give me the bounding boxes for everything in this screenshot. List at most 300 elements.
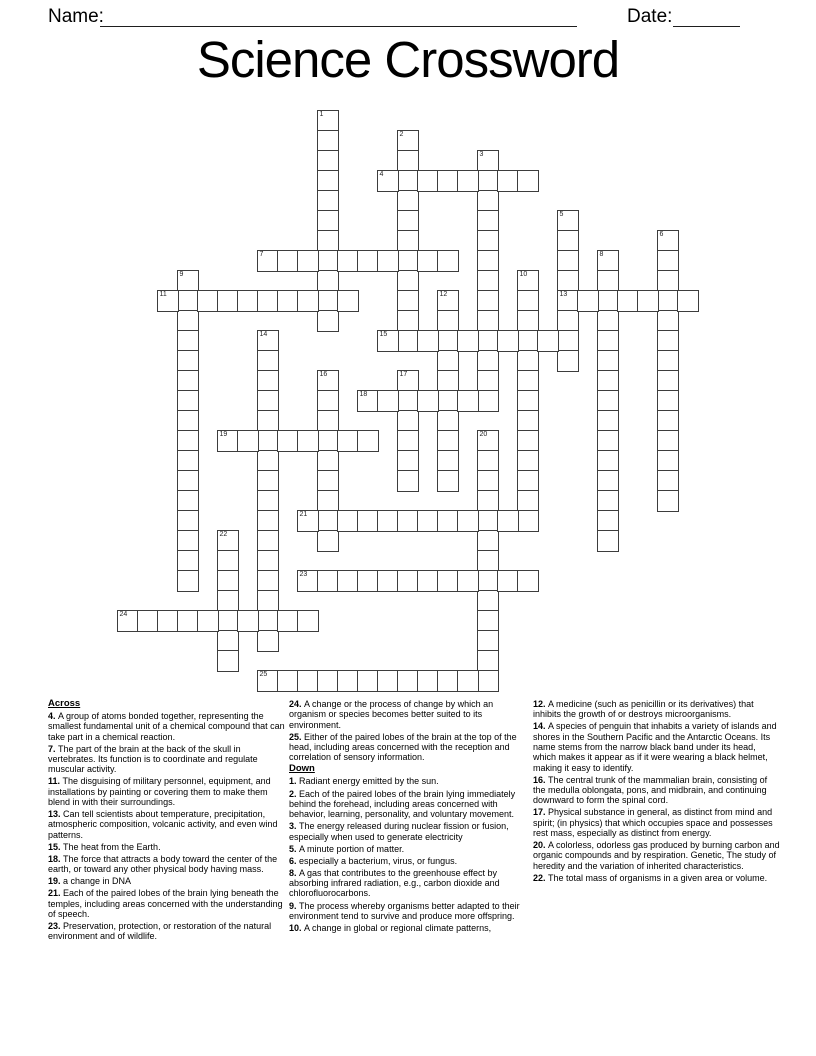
clue-22 <box>533 873 780 883</box>
grid-cell[interactable] <box>657 450 679 472</box>
grid-cell[interactable] <box>517 410 539 432</box>
clue-text: Can tell scientists about temperature, precipitation, atmospheric composition, volcanic activity, and even wind patterns. <box>48 809 278 840</box>
cell-number: 19 <box>219 431 228 438</box>
grid-cell[interactable] <box>437 410 459 432</box>
grid-cell[interactable] <box>517 290 539 312</box>
grid-cell[interactable] <box>477 250 499 272</box>
grid-cell[interactable] <box>397 470 419 492</box>
grid-cell[interactable] <box>597 290 619 312</box>
grid-cell[interactable] <box>437 390 459 412</box>
grid-cell[interactable] <box>497 510 519 532</box>
clue-text: Preservation, protection, or restoration of the natural environment and of wildlife. <box>48 921 272 942</box>
grid-cell[interactable] <box>337 250 359 272</box>
grid-cell[interactable] <box>397 450 419 472</box>
grid-cell[interactable] <box>297 430 319 452</box>
grid-cell[interactable] <box>457 510 479 532</box>
clue-text: The central trunk of the mammalian brain, consisting of the medulla oblongata, pons, and midbrain, and continuing downward to form the spinal cord. <box>533 774 768 806</box>
grid-cell[interactable] <box>357 390 379 412</box>
cell-number: 25 <box>259 671 268 678</box>
grid-cell[interactable] <box>417 510 439 532</box>
grid-cell[interactable] <box>437 430 459 452</box>
clue-17 <box>533 807 780 838</box>
grid-cell[interactable] <box>437 510 459 532</box>
grid-cell[interactable] <box>257 350 279 372</box>
grid-cell[interactable] <box>217 630 239 652</box>
grid-cell[interactable] <box>477 170 499 192</box>
grid-cell[interactable] <box>657 310 679 332</box>
grid-cell[interactable] <box>477 230 499 252</box>
grid-cell[interactable] <box>217 290 239 312</box>
grid-cell[interactable] <box>177 430 199 452</box>
grid-cell[interactable] <box>177 410 199 432</box>
grid-cell[interactable] <box>477 390 499 412</box>
grid-cell[interactable] <box>357 570 379 592</box>
grid-cell[interactable] <box>397 150 419 172</box>
clue-12 <box>533 699 780 720</box>
grid-cell[interactable] <box>177 450 199 472</box>
grid-cell[interactable] <box>257 510 279 532</box>
grid-cell[interactable] <box>397 130 419 152</box>
grid-cell[interactable] <box>317 210 339 232</box>
grid-cell[interactable] <box>477 270 499 292</box>
grid-cell[interactable] <box>597 470 619 492</box>
grid-cell[interactable] <box>177 530 199 552</box>
grid-cell[interactable] <box>657 270 679 292</box>
grid-cell[interactable] <box>517 330 539 352</box>
grid-cell[interactable] <box>177 490 199 512</box>
grid-cell[interactable] <box>357 670 379 692</box>
grid-cell[interactable] <box>557 310 579 332</box>
grid-cell[interactable] <box>557 330 579 352</box>
grid-cell[interactable] <box>397 330 419 352</box>
grid-cell[interactable] <box>517 350 539 372</box>
grid-cell[interactable] <box>537 330 559 352</box>
cell-number: 12 <box>439 291 448 298</box>
grid-cell[interactable] <box>657 410 679 432</box>
clue-text: A colorless, odorless gas produced by burning carbon and organic compounds and by respiration. Genetic, The study of heredity and the variation of inherited characteristics. <box>533 840 780 871</box>
cell-number: 9 <box>179 271 184 278</box>
grid-cell[interactable] <box>117 610 139 632</box>
grid-cell[interactable] <box>277 290 299 312</box>
grid-cell[interactable] <box>477 670 499 692</box>
grid-cell[interactable] <box>297 250 319 272</box>
grid-cell[interactable] <box>397 310 419 332</box>
grid-cell[interactable] <box>437 330 459 352</box>
grid-cell[interactable] <box>477 490 499 512</box>
grid-cell[interactable] <box>597 270 619 292</box>
clue-text: a change in DNA <box>63 876 132 887</box>
clue-text: Each of the paired lobes of the brain lying immediately behind the forehead, including areas concerned with behavior, learning, personality, and voluntary movement. <box>289 788 516 820</box>
grid-cell[interactable] <box>477 650 499 672</box>
grid-cell[interactable] <box>177 570 199 592</box>
clue-number: 8. <box>289 867 300 878</box>
grid-cell[interactable] <box>397 570 419 592</box>
grid-cell[interactable] <box>557 230 579 252</box>
clue-4 <box>48 711 286 742</box>
grid-cell[interactable] <box>317 250 339 272</box>
clue-13 <box>48 809 286 840</box>
grid-cell[interactable] <box>297 670 319 692</box>
cell-number: 13 <box>559 291 568 298</box>
grid-cell[interactable] <box>257 370 279 392</box>
clue-number: 10. <box>289 922 305 933</box>
grid-cell[interactable] <box>517 270 539 292</box>
grid-cell[interactable] <box>397 430 419 452</box>
grid-cell[interactable] <box>477 430 499 452</box>
clue-number: 1. <box>289 776 300 787</box>
grid-cell[interactable] <box>317 530 339 552</box>
clue-text: The energy released during nuclear fission or fusion, especially when used to generate electricity <box>289 821 509 842</box>
clue-text: A minute portion of matter. <box>299 843 405 854</box>
grid-cell[interactable] <box>437 450 459 472</box>
grid-cell[interactable] <box>317 130 339 152</box>
grid-cell[interactable] <box>597 430 619 452</box>
grid-cell[interactable] <box>317 310 339 332</box>
grid-cell[interactable] <box>397 670 419 692</box>
grid-cell[interactable] <box>177 470 199 492</box>
clue-1 <box>289 776 531 786</box>
clue-number: 5. <box>289 843 300 854</box>
grid-cell[interactable] <box>397 290 419 312</box>
grid-cell[interactable] <box>437 250 459 272</box>
clue-text: A medicine (such as penicillin or its derivatives) that inhibits the growth of or destroys microorganisms. <box>533 699 754 720</box>
grid-cell[interactable] <box>157 610 179 632</box>
grid-cell[interactable] <box>477 310 499 332</box>
grid-cell[interactable] <box>437 570 459 592</box>
clue-text: The force that attracts a body toward the center of the earth, or toward any other physical body having mass. <box>48 853 278 875</box>
grid-cell[interactable] <box>177 550 199 572</box>
grid-cell[interactable] <box>317 430 339 452</box>
grid-cell[interactable] <box>257 630 279 652</box>
grid-cell[interactable] <box>517 510 539 532</box>
clue-number: 4. <box>48 711 59 722</box>
grid-cell[interactable] <box>597 530 619 552</box>
grid-cell[interactable] <box>297 570 319 592</box>
grid-cell[interactable] <box>417 570 439 592</box>
grid-cell[interactable] <box>257 590 279 612</box>
grid-cell[interactable] <box>317 510 339 532</box>
grid-cell[interactable] <box>257 250 279 272</box>
grid-cell[interactable] <box>677 290 699 312</box>
grid-cell[interactable] <box>277 250 299 272</box>
grid-cell[interactable] <box>337 570 359 592</box>
clue-3 <box>289 821 531 842</box>
grid-cell[interactable] <box>597 390 619 412</box>
grid-cell[interactable] <box>437 470 459 492</box>
grid-cell[interactable] <box>317 390 339 412</box>
grid-cell[interactable] <box>477 550 499 572</box>
grid-cell[interactable] <box>517 430 539 452</box>
grid-cell[interactable] <box>437 310 459 332</box>
grid-cell[interactable] <box>217 650 239 672</box>
grid-cell[interactable] <box>477 290 499 312</box>
grid-cell[interactable] <box>397 210 419 232</box>
grid-cell[interactable] <box>477 530 499 552</box>
grid-cell[interactable] <box>517 570 539 592</box>
grid-cell[interactable] <box>397 250 419 272</box>
clue-text: The total mass of organisms in a given area or volume. <box>548 872 768 883</box>
clue-11 <box>48 776 286 807</box>
grid-cell[interactable] <box>377 170 399 192</box>
clue-number: 18. <box>48 853 64 864</box>
grid-cell[interactable] <box>517 390 539 412</box>
grid-cell[interactable] <box>477 510 499 532</box>
grid-cell[interactable] <box>397 190 419 212</box>
grid-cell[interactable] <box>417 250 439 272</box>
grid-cell[interactable] <box>177 290 199 312</box>
clue-number: 22. <box>533 872 549 883</box>
cell-number: 4 <box>379 171 384 178</box>
grid-cell[interactable] <box>417 330 439 352</box>
grid-cell[interactable] <box>257 570 279 592</box>
clue-number: 15. <box>48 841 64 852</box>
grid-cell[interactable] <box>377 670 399 692</box>
grid-cell[interactable] <box>357 250 379 272</box>
grid-cell[interactable] <box>397 410 419 432</box>
grid-cell[interactable] <box>257 450 279 472</box>
grid-cell[interactable] <box>557 250 579 272</box>
grid-cell[interactable] <box>657 230 679 252</box>
grid-cell[interactable] <box>517 370 539 392</box>
grid-cell[interactable] <box>597 310 619 332</box>
grid-cell[interactable] <box>317 230 339 252</box>
grid-cell[interactable] <box>597 250 619 272</box>
grid-cell[interactable] <box>517 450 539 472</box>
grid-cell[interactable] <box>317 290 339 312</box>
grid-cell[interactable] <box>637 290 659 312</box>
grid-cell[interactable] <box>337 430 359 452</box>
grid-cell[interactable] <box>437 350 459 372</box>
grid-cell[interactable] <box>257 470 279 492</box>
grid-cell[interactable] <box>257 490 279 512</box>
grid-cell[interactable] <box>497 330 519 352</box>
grid-cell[interactable] <box>217 530 239 552</box>
grid-cell[interactable] <box>477 470 499 492</box>
grid-cell[interactable] <box>457 570 479 592</box>
grid-cell[interactable] <box>317 190 339 212</box>
grid-cell[interactable] <box>597 350 619 372</box>
grid-cell[interactable] <box>477 150 499 172</box>
grid-cell[interactable] <box>337 290 359 312</box>
grid-cell[interactable] <box>657 370 679 392</box>
grid-cell[interactable] <box>177 390 199 412</box>
grid-cell[interactable] <box>557 270 579 292</box>
grid-cell[interactable] <box>417 670 439 692</box>
clue-number: 14. <box>533 721 549 732</box>
clue-number: 19. <box>48 876 64 887</box>
grid-cell[interactable] <box>617 290 639 312</box>
grid-cell[interactable] <box>297 510 319 532</box>
grid-cell[interactable] <box>177 610 199 632</box>
grid-cell[interactable] <box>657 330 679 352</box>
grid-cell[interactable] <box>597 410 619 432</box>
clue-text: especially a bacterium, virus, or fungus. <box>299 855 458 866</box>
grid-cell[interactable] <box>237 430 259 452</box>
grid-cell[interactable] <box>577 290 599 312</box>
grid-cell[interactable] <box>597 370 619 392</box>
grid-cell[interactable] <box>657 490 679 512</box>
grid-cell[interactable] <box>257 550 279 572</box>
clue-text: A change in global or regional climate patterns, <box>304 922 492 933</box>
grid-cell[interactable] <box>377 570 399 592</box>
grid-cell[interactable] <box>397 370 419 392</box>
grid-cell[interactable] <box>217 590 239 612</box>
grid-cell[interactable] <box>357 430 379 452</box>
grid-cell[interactable] <box>257 530 279 552</box>
grid-cell[interactable] <box>497 170 519 192</box>
grid-cell[interactable] <box>317 570 339 592</box>
grid-cell[interactable] <box>297 290 319 312</box>
clue-9 <box>289 901 531 922</box>
clue-text: The part of the brain at the back of the skull in vertebrates. Its function is to coordinate and regulate muscular activity. <box>48 743 258 775</box>
grid-cell[interactable] <box>657 390 679 412</box>
grid-cell[interactable] <box>597 450 619 472</box>
clue-number: 21. <box>48 888 64 899</box>
cell-number: 24 <box>119 611 128 618</box>
grid-cell[interactable] <box>417 170 439 192</box>
grid-cell[interactable] <box>277 670 299 692</box>
grid-cell[interactable] <box>517 310 539 332</box>
grid-cell[interactable] <box>317 110 339 132</box>
grid-cell[interactable] <box>557 210 579 232</box>
grid-cell[interactable] <box>437 670 459 692</box>
grid-cell[interactable] <box>657 430 679 452</box>
grid-cell[interactable] <box>377 390 399 412</box>
grid-cell[interactable] <box>477 350 499 372</box>
grid-cell[interactable] <box>317 450 339 472</box>
grid-cell[interactable] <box>397 510 419 532</box>
grid-cell[interactable] <box>137 610 159 632</box>
grid-cell[interactable] <box>457 390 479 412</box>
grid-cell[interactable] <box>517 490 539 512</box>
grid-cell[interactable] <box>317 370 339 392</box>
clue-column-3 <box>533 699 780 885</box>
grid-cell[interactable] <box>457 670 479 692</box>
name-label: Name: <box>48 6 104 27</box>
grid-cell[interactable] <box>257 610 279 632</box>
grid-cell[interactable] <box>197 610 219 632</box>
clue-number: 13. <box>48 809 64 820</box>
grid-cell[interactable] <box>397 390 419 412</box>
grid-cell[interactable] <box>317 670 339 692</box>
grid-cell[interactable] <box>217 550 239 572</box>
grid-cell[interactable] <box>517 470 539 492</box>
grid-cell[interactable] <box>177 350 199 372</box>
grid-cell[interactable] <box>477 630 499 652</box>
grid-cell[interactable] <box>397 230 419 252</box>
grid-cell[interactable] <box>277 430 299 452</box>
grid-cell[interactable] <box>297 610 319 632</box>
grid-cell[interactable] <box>317 170 339 192</box>
grid-cell[interactable] <box>377 250 399 272</box>
grid-cell[interactable] <box>497 570 519 592</box>
cell-number: 5 <box>559 211 564 218</box>
grid-cell[interactable] <box>197 290 219 312</box>
grid-cell[interactable] <box>177 310 199 332</box>
grid-cell[interactable] <box>377 330 399 352</box>
grid-cell[interactable] <box>337 510 359 532</box>
clue-16 <box>533 775 780 806</box>
grid-cell[interactable] <box>437 170 459 192</box>
grid-cell[interactable] <box>217 610 239 632</box>
grid-cell[interactable] <box>557 290 579 312</box>
clue-number: 6. <box>289 855 300 866</box>
grid-cell[interactable] <box>477 590 499 612</box>
clue-column-2 <box>289 699 531 935</box>
grid-cell[interactable] <box>177 330 199 352</box>
grid-cell[interactable] <box>397 170 419 192</box>
clue-text: Physical substance in general, as distinct from mind and spirit; (in physics) that which occupies space and possesses rest mass, especially as distinct from energy. <box>533 807 773 838</box>
grid-cell[interactable] <box>257 670 279 692</box>
grid-cell[interactable] <box>597 490 619 512</box>
grid-cell[interactable] <box>477 570 499 592</box>
grid-cell[interactable] <box>437 290 459 312</box>
grid-cell[interactable] <box>657 350 679 372</box>
clue-text: A group of atoms bonded together, representing the smallest fundamental unit of a chemical compound that can take part in a chemical reaction. <box>48 711 285 742</box>
grid-cell[interactable] <box>177 270 199 292</box>
grid-cell[interactable] <box>477 450 499 472</box>
cell-number: 23 <box>299 571 308 578</box>
grid-cell[interactable] <box>157 290 179 312</box>
grid-cell[interactable] <box>317 490 339 512</box>
grid-cell[interactable] <box>477 190 499 212</box>
grid-cell[interactable] <box>657 470 679 492</box>
grid-cell[interactable] <box>277 610 299 632</box>
grid-cell[interactable] <box>377 510 399 532</box>
grid-cell[interactable] <box>217 430 239 452</box>
grid-cell[interactable] <box>337 670 359 692</box>
grid-cell[interactable] <box>477 330 499 352</box>
grid-cell[interactable] <box>657 290 679 312</box>
grid-cell[interactable] <box>237 610 259 632</box>
clue-number: 9. <box>289 900 300 911</box>
clue-text: A gas that contributes to the greenhouse effect by absorbing infrared radiation, e.g., carbon dioxide and chlorofluorocarbons. <box>289 867 500 899</box>
page-title: Science Crossword <box>196 31 620 88</box>
grid-cell[interactable] <box>557 350 579 372</box>
grid-cell[interactable] <box>177 370 199 392</box>
clue-number: 11. <box>48 776 63 787</box>
grid-cell[interactable] <box>657 250 679 272</box>
grid-cell[interactable] <box>257 290 279 312</box>
grid-cell[interactable] <box>597 510 619 532</box>
grid-cell[interactable] <box>397 270 419 292</box>
grid-cell[interactable] <box>257 410 279 432</box>
grid-cell[interactable] <box>517 170 539 192</box>
grid-cell[interactable] <box>477 370 499 392</box>
clue-8 <box>289 868 531 899</box>
grid-cell[interactable] <box>437 370 459 392</box>
grid-cell[interactable] <box>317 270 339 292</box>
grid-cell[interactable] <box>357 510 379 532</box>
grid-cell[interactable] <box>237 290 259 312</box>
grid-cell[interactable] <box>597 330 619 352</box>
grid-cell[interactable] <box>257 390 279 412</box>
grid-cell[interactable] <box>217 570 239 592</box>
grid-cell[interactable] <box>417 390 439 412</box>
grid-cell[interactable] <box>317 150 339 172</box>
clue-text: A species of penguin that inhabits a variety of islands and shores in the Southern Pacific and the Antarctic Oceans. Its name stems from the narrow black band under its head, which makes it appear as if it were wearing a black helmet, making it easy to identify. <box>533 721 777 773</box>
grid-cell[interactable] <box>457 170 479 192</box>
grid-cell[interactable] <box>317 410 339 432</box>
clue-2 <box>289 789 531 820</box>
grid-cell[interactable] <box>457 330 479 352</box>
grid-cell[interactable] <box>177 510 199 532</box>
grid-cell[interactable] <box>477 610 499 632</box>
grid-cell[interactable] <box>257 430 279 452</box>
grid-cell[interactable] <box>477 210 499 232</box>
grid-cell[interactable] <box>317 470 339 492</box>
grid-cell[interactable] <box>257 330 279 352</box>
